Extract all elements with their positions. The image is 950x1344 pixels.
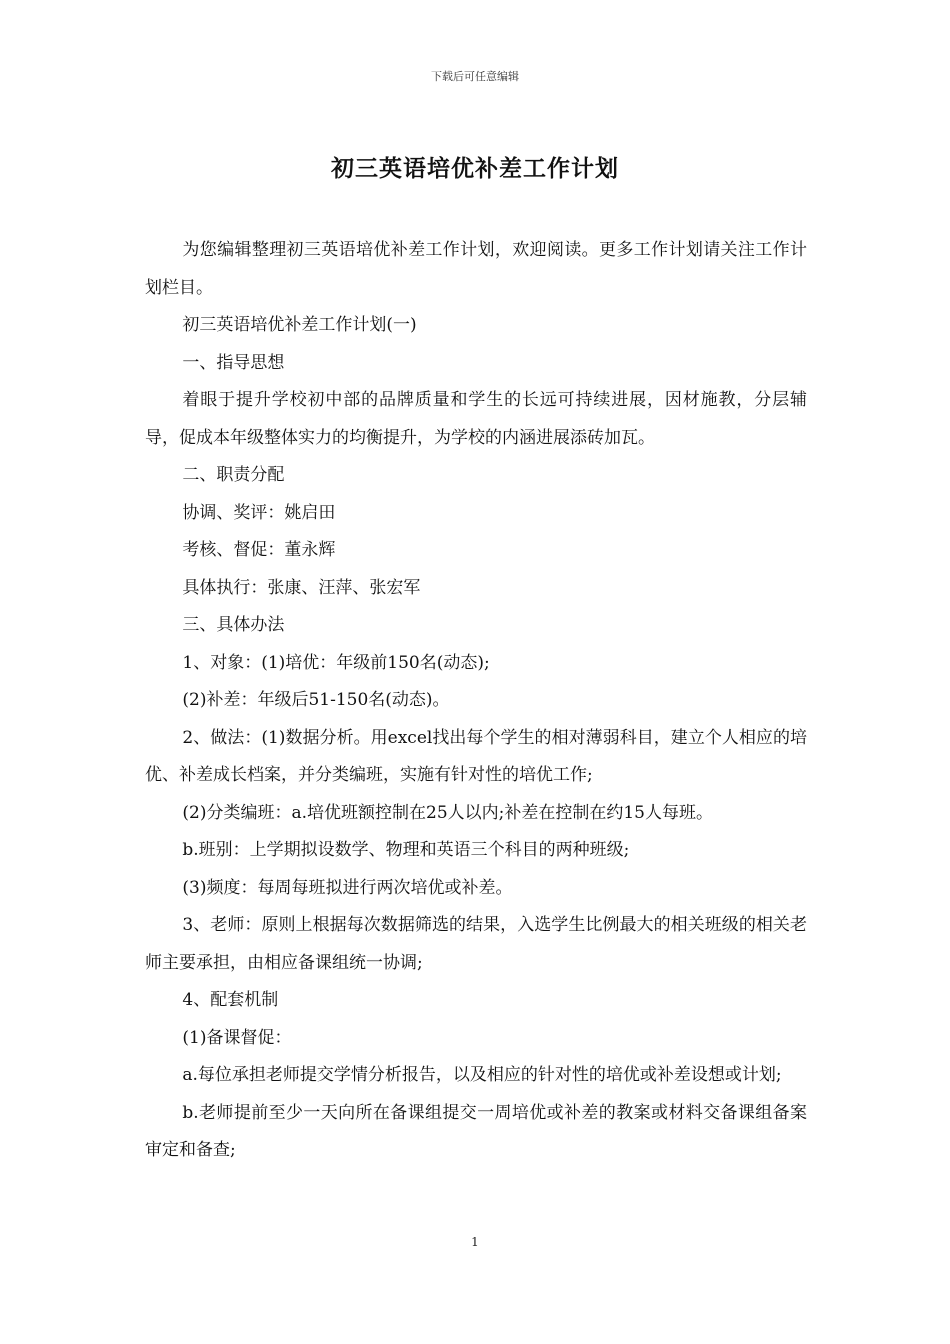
paragraph: 4、配套机制 xyxy=(182,990,279,1010)
paragraph: 3、老师：原则上根据每次数据筛选的结果，入选学生比例最大的相关班级的相关老师主要承担，由相应备课组统一协调; xyxy=(145,915,807,973)
page-number: 1 xyxy=(471,1235,479,1249)
paragraph: b.老师提前至少一天向所在备课组提交一周培优或补差的教案或材料交备课组备案审定和备查; xyxy=(145,1102,807,1160)
paragraph: 1、对象：(1)培优：年级前150名(动态); xyxy=(182,652,490,673)
paragraph: 具体执行：张康、汪萍、张宏军 xyxy=(182,577,421,598)
section-heading: 二、职责分配 xyxy=(182,465,285,485)
paragraph: (3)频度：每周每班拟进行两次培优或补差。 xyxy=(182,877,513,898)
paragraph: 初三英语培优补差工作计划(一) xyxy=(182,315,417,335)
section-heading: 三、具体办法 xyxy=(182,615,285,635)
paragraph: (2)分类编班：a.培优班额控制在25人以内;补差在控制在约15人每班。 xyxy=(182,802,714,823)
document-title: 初三英语培优补差工作计划 xyxy=(331,155,619,182)
paragraph: 2、做法：(1)数据分析。用excel找出每个学生的相对薄弱科目，建立个人相应的培优、补差成长档案，并分类编班，实施有针对性的培优工作; xyxy=(145,727,807,785)
paragraph: b.班别：上学期拟设数学、物理和英语三个科目的两种班级; xyxy=(182,840,630,860)
paragraph: 考核、督促：董永辉 xyxy=(182,540,336,560)
paragraph: a.每位承担老师提交学情分析报告，以及相应的针对性的培优或补差设想或计划; xyxy=(182,1065,782,1085)
paragraph: 为您编辑整理初三英语培优补差工作计划，欢迎阅读。更多工作计划请关注工作计划栏目。 xyxy=(145,240,807,298)
paragraph: 协调、奖评：姚启田 xyxy=(182,502,336,523)
paragraph: (1)备课督促： xyxy=(182,1027,292,1048)
paragraph: 着眼于提升学校初中部的品牌质量和学生的长远可持续进展，因材施教，分层辅导，促成本年级整体实力的均衡提升，为学校的内涵进展添砖加瓦。 xyxy=(145,390,807,448)
section-heading: 一、指导思想 xyxy=(182,352,285,373)
paragraph: (2)补差：年级后51-150名(动态)。 xyxy=(182,690,450,710)
header-note: 下载后可任意编辑 xyxy=(431,70,519,83)
document-body xyxy=(145,232,807,1170)
